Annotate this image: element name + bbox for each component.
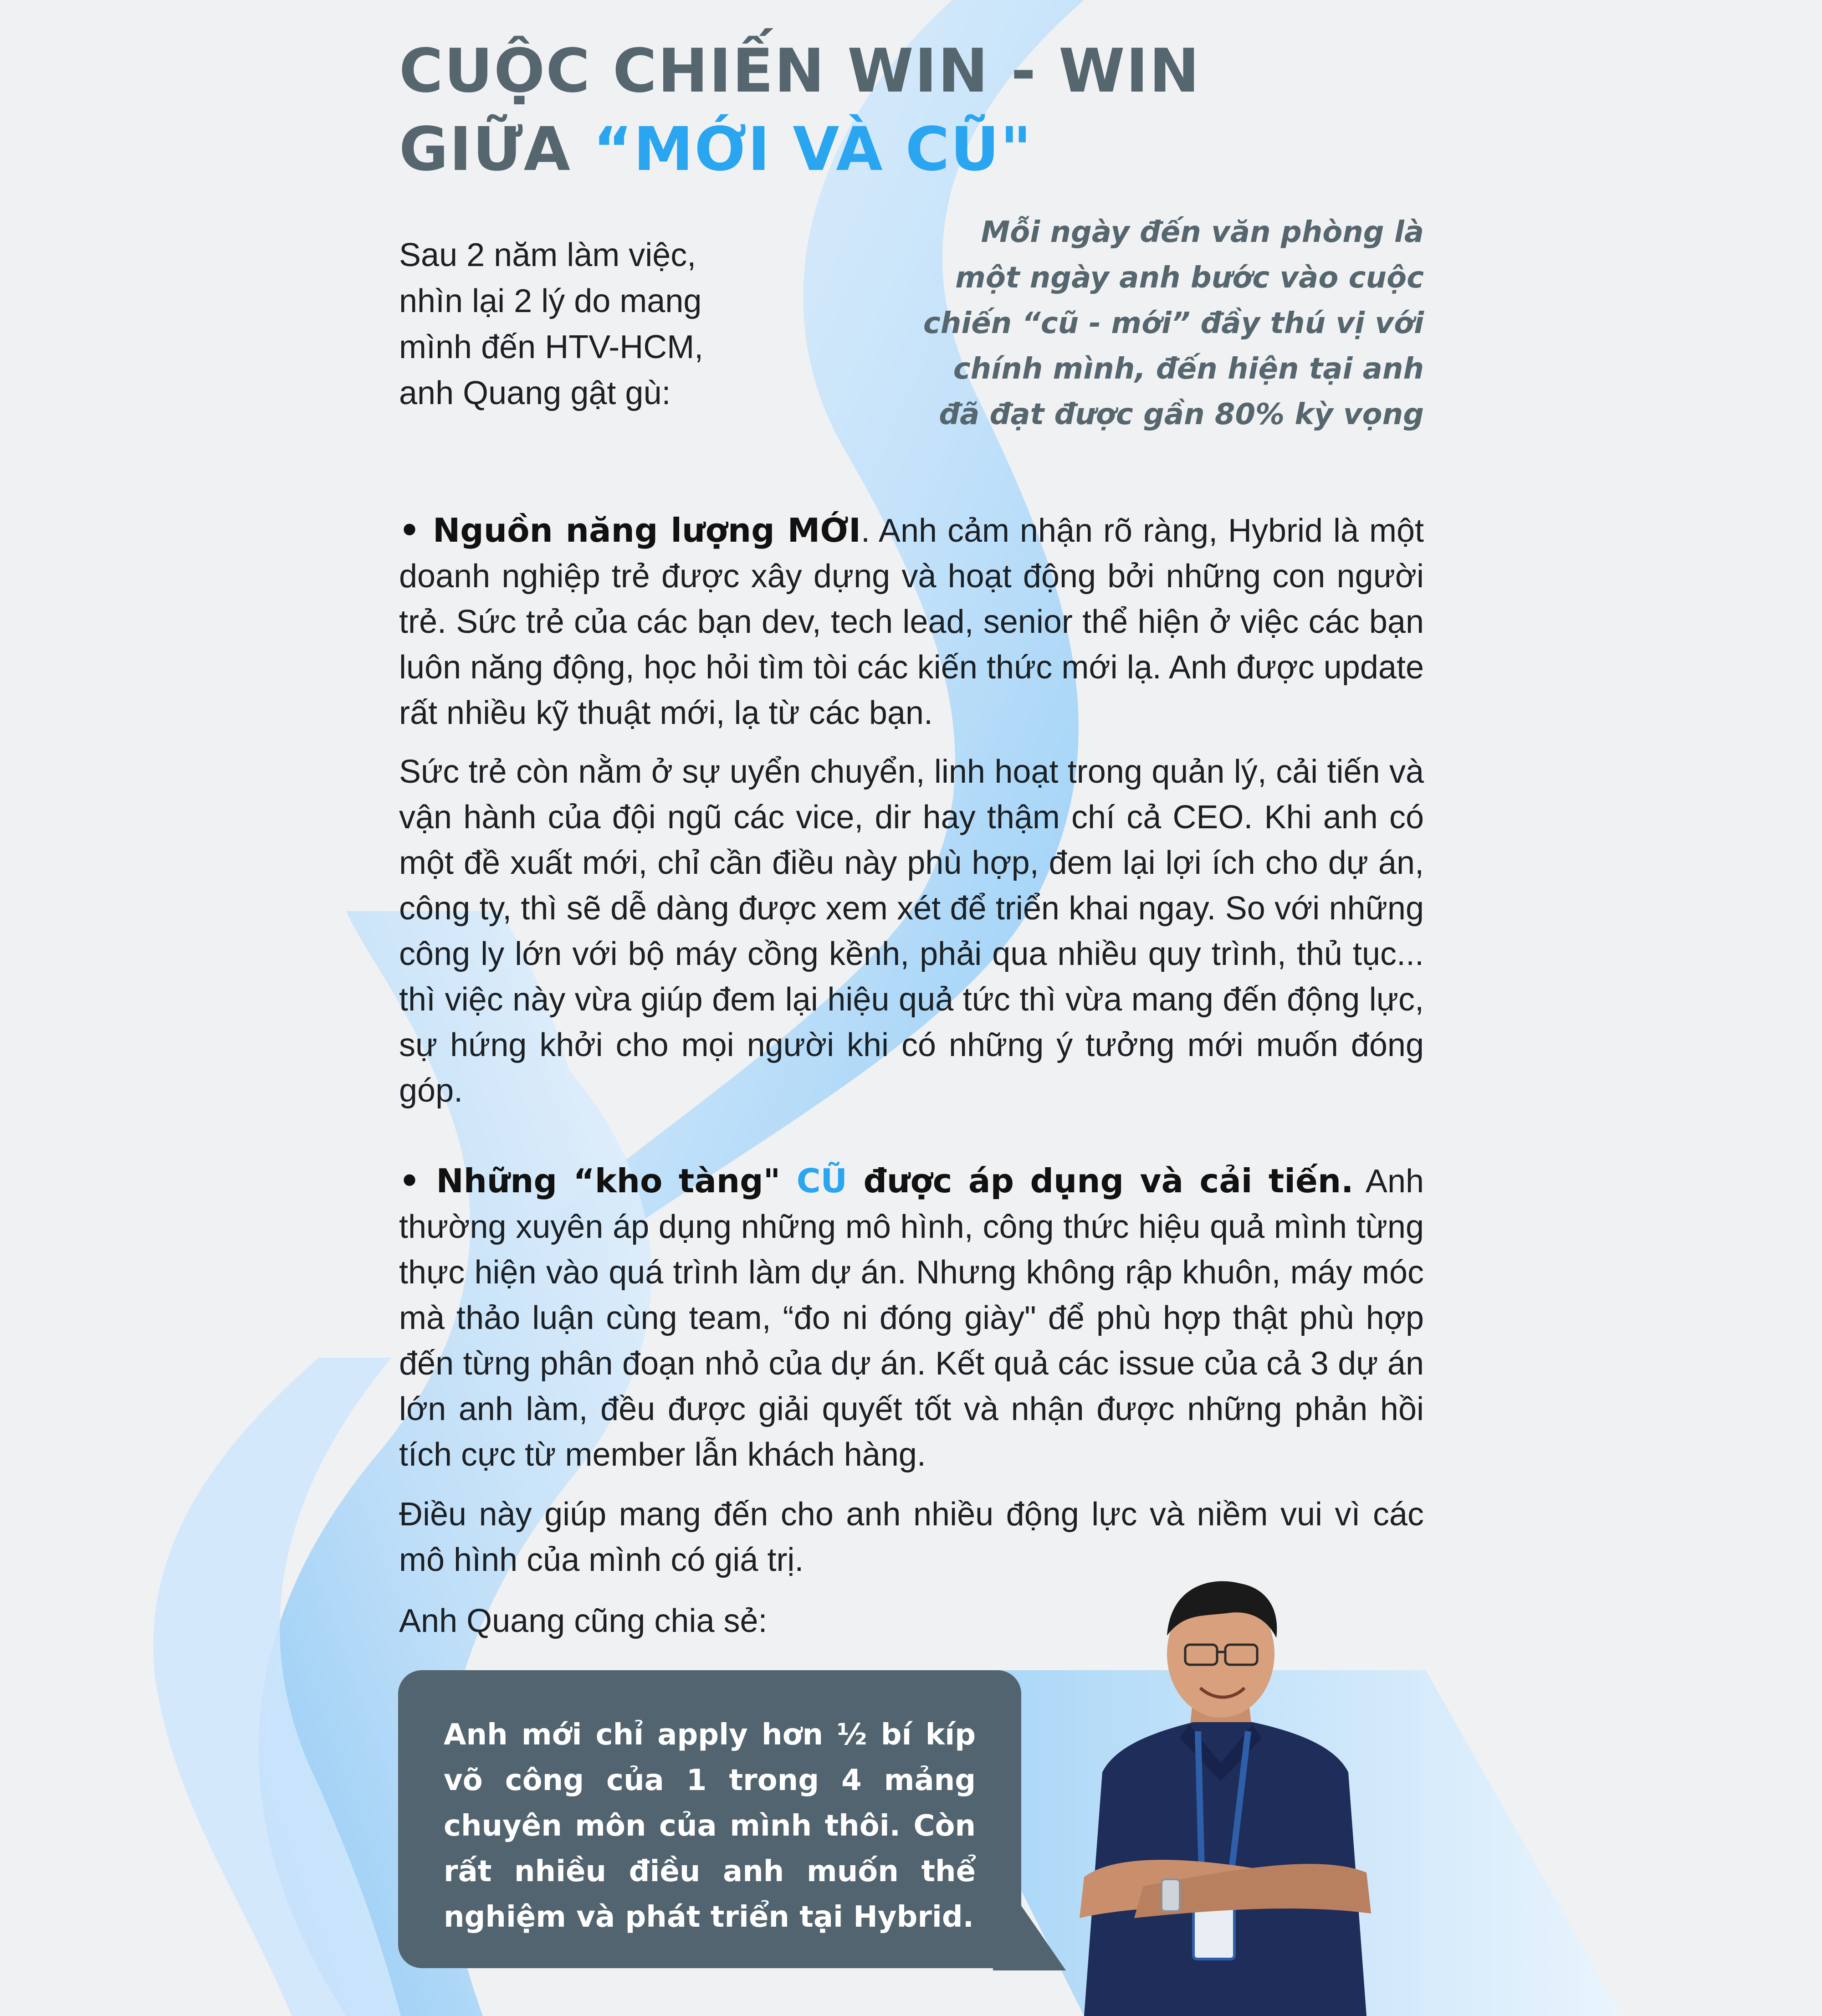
- intro-line: nhìn lại 2 lý do mang: [399, 283, 702, 319]
- section-old-lead-highlight: CŨ: [796, 1162, 848, 1200]
- quote-bubble: [398, 1670, 1021, 1968]
- id-badge: [1193, 1904, 1234, 1959]
- pull-quote-line: một ngày anh bước vào cuộc: [955, 261, 1424, 295]
- pull-quote-line: Mỗi ngày đến văn phòng là: [981, 215, 1424, 249]
- section-new-energy-paragraph-2: [399, 749, 1424, 1113]
- quote-bubble-tail: [993, 1904, 1066, 1970]
- pull-quote-line: chính mình, đến hiện tại anh: [953, 352, 1424, 386]
- section-old-lead-prefix: • Những “kho tàng": [399, 1162, 797, 1200]
- paragraph-text: Điều này giúp mang đến cho anh nhiều động lực và niềm vui vì các mô hình của mình có giá trị.: [399, 1496, 1424, 1578]
- paragraph-text: Sức trẻ còn nằm ở sự uyển chuyển, linh hoạt trong quản lý, cải tiến và vận hành của đội ngũ các vice, dir hay thậm chí cả CEO. Khi anh có một đề xuất mới, chỉ cần điều này phù hợp, đem lại lợi ích cho dự án, công ty, thì sẽ dễ dàng được xem xét để triển khai ngay. So với những công ly lớn với bộ máy cồng kềnh, phải qua nhiều quy trình, thủ tục... thì việc này vừa giúp đem lại hiệu quả tức thì vừa mang đến động lực, sự hứng khởi cho mọi người khi có những ý tưởng mới muốn đóng góp.: [399, 754, 1424, 1109]
- paragraph-text: Anh Quang cũng chia sẻ:: [399, 1603, 768, 1639]
- portrait-photo: [1066, 1558, 1385, 2016]
- section-new-energy: [399, 508, 1424, 736]
- section-new-energy-text: . Anh cảm nhận rõ ràng, Hybrid là một doanh nghiệp trẻ được xây dựng và hoạt động bởi những con người trẻ. Sức trẻ của các bạn dev, tech lead, senior thể hiện ở việc các bạn luôn năng động, học hỏi tìm tòi các kiến thức mới lạ. Anh được update rất nhiều kỹ thuật mới, lạ từ các bạn.: [399, 513, 1424, 731]
- title-line-2-prefix: GIỮA: [399, 114, 593, 185]
- section-old-lead-suffix: được áp dụng và cải tiến.: [847, 1162, 1354, 1200]
- wristwatch: [1162, 1879, 1180, 1911]
- intro-line: Sau 2 năm làm việc,: [399, 237, 696, 273]
- section-old-treasures: [399, 1158, 1424, 1477]
- pull-quote-line: đã đạt được gần 80% kỳ vọng: [939, 398, 1424, 431]
- section-new-energy-lead: • Nguồn năng lượng MỚI: [399, 511, 861, 549]
- page-title: [399, 32, 1200, 189]
- quote-bubble-text: Anh mới chỉ apply hơn ½ bí kíp võ công của 1 trong 4 mảng chuyên môn của mình thôi. Còn rất nhiều điều anh muốn thể nghiệm và phát triển tại Hybrid.: [444, 1718, 976, 1934]
- title-highlight: “MỚI VÀ CŨ": [593, 114, 1033, 185]
- pull-quote-line: chiến “cũ - mới” đầy thú vị với: [923, 307, 1424, 340]
- intro-line: mình đến HTV-HCM,: [399, 329, 704, 365]
- intro-line: anh Quang gật gù:: [399, 375, 671, 411]
- title-line-1: CUỘC CHIẾN WIN - WIN: [399, 36, 1201, 106]
- pull-quote: [893, 210, 1424, 437]
- intro-text: [399, 232, 745, 416]
- section-old-text: Anh thường xuyên áp dụng những mô hình, công thức hiệu quả mình từng thực hiện vào quá trình làm dự án. Nhưng không rập khuôn, máy móc mà thảo luận cùng team, “đo ni đóng giày" để phù hợp thật phù hợp đến từng phân đoạn nhỏ của dự án. Kết quả các issue của cả 3 dự án lớn anh làm, đều được giải quyết tốt và nhận được những phản hồi tích cực từ member lẫn khách hàng.: [399, 1163, 1424, 1473]
